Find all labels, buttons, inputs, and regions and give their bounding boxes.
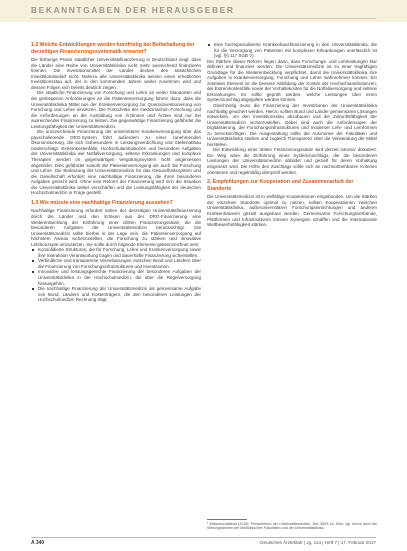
paragraph: Die Stärken dieser Reform liegen darin, dass Forschungs- und Lehrleistungen klar definiert und finanziert werden. Die Universitätsmedizin ist zu einer tragfähigen Grundlage für die Weiterentwicklung verpflichtet, damit die Universitätsklinika ihre Aufgaben in Krankenversorgung, Forschung und Lehre wahrnehmen können. Ein zentrales Element ist die bessere Abbildung der Kosten der Hochschulambulanzen, der Extremkostenfälle sowie der Vorhaltekosten für die Notfallversorgung und seltene Erkrankungen. Es sollte geprüft werden, welche Leistungen über einen Systemzuschlag abgegolten werden können. [207,58,377,103]
paragraph: Gleichzeitig muss die Finanzierung der Investitionen der Universitätsklinika nachhaltig gesichert werden. Hierzu sollten Bund und Länder gemeinsame Lösungen entwickeln, um den Investitionsstau abzubauen und die Zukunftsfähigkeit der Universitätsmedizin sicherzustellen. Dabei sind auch die Anforderungen der Digitalisierung, der Forschungsinfrastrukturen und moderner Lehr- und Lernformen zu berücksichtigen. Die Ausgestaltung sollte die Autonomie der Fakultäten und Universitätsklinika stärken und zugleich Transparenz über die Verwendung der Mittel herstellen. [207,103,377,147]
list-item: Innovative und leistungsgerechte Finanzierung der besonderen Aufgaben der Universitätsklinika in der Hochschulmedizin, die über die Regelversorgung hinausgehen. [38,269,201,286]
heading-1-2: 1.2 Welche Entwicklungen werden kurzfristig bei Beibehaltung der derzeitigen Finanzierungssystematik erwartet? [31,42,195,55]
footnote: ¹ Wissenschaftsrat (2016): Perspektiven der Universitätsmedizin, Drs. 5663-16, Köln; vgl. hierzu auch die Stellungnahmen der Medizinischen Fakultäten und der Universitätsklinika. [207,522,377,531]
page-header [0,0,407,22]
left-column [31,42,201,303]
paragraph: Die bisherige Praxis staatlicher Universitätsfinanzierung in Deutschland zeigt, dass die Länder eine Reihe von Universitätsklinika nicht mehr ausreichend finanzieren können. Die Investitionsmittel der Länder decken den tatsächlichen Investitionsbedarf nicht. Nahezu alle Universitätsklinika weisen einen erheblichen Investitionsstau auf, der in den kommenden Jahren weiter zunehmen wird und dessen Folgen sich bereits deutlich zeigen. [31,57,201,90]
paragraph: Die Universitätsmedizin ist in vielfältige Kooperationen eingebunden. Um die Stärken der einzelnen Standorte optimal zu nutzen, sollten Kooperationen zwischen Universitätsklinika, außeruniversitären Forschungseinrichtungen und anderen Krankenhäusern gezielt ausgebaut werden. Gemeinsame Forschungsverbünde, Plattformen und Infrastrukturen können Synergien schaffen und die internationale Wettbewerbsfähigkeit stärken. [207,194,377,228]
bullet-list [207,42,377,59]
list-item: Die nachhaltige Finanzierung der Universitätsmedizin als gemeinsame Aufgabe von Bund, Ländern und Kostenträgern, die den besonderen Leistungen der Hochschulmedizin Rechnung trägt. [38,286,201,303]
header-divider [31,18,376,19]
right-column [207,42,377,228]
list-item: Verbindliche und transparente Vereinbarungen zwischen Bund und Ländern über die Finanzierung von Forschungsinfrastrukturen und Investitionen. [38,258,201,269]
journal-citation: Deutsches Ärzteblatt | Jg. 114 | Heft 7 | 17. Februar 2017 [260,540,376,545]
section-title: BEKANNTGABEN DER HERAUSGEBER [31,5,235,15]
paragraph: Die Entwicklung einer dritten Finanzierungssäule wird derzeit intensiv diskutiert. Ein Weg wäre die Einführung eines Systemzuschlags, der die besonderen Leistungen der Universitätsmedizin abbildet und gezielt für deren Vorhaltung eingesetzt wird. Die Höhe des Zuschlags sollte sich an nachvollziehbaren Kriterien orientieren und regelmäßig überprüft werden. [207,147,377,175]
paragraph: Nachhaltige Finanzierung erfordert neben der derzeitigen Universitätsfinanzierung durch die Länder und den Erlösen aus der DRG-Finanzierung eine Weiterentwicklung der Einführung einer dritten Finanzierungssäule, die die besonderen Aufgaben der Universitätsmedizin berücksichtigt. Die Universitätsmedizin sollte hierbei in der Lage sein, die Patientenversorgung auf höchstem Niveau sicherzustellen, die Forschung zu stärken und innovative Lehrkonzepte umzusetzen. Sie sollte durch folgende Elemente gekennzeichnet sein: [31,208,201,247]
paragraph: Die staatliche Finanzierung von Forschung und Lehre an vielen Standorten und die gestiegenen Anforderungen an die Patientenversorgung führen dazu, dass die Universitätsklinika Mittel aus der Krankenversorgung zur Quersubventionierung von Forschung und Lehre einsetzen. Die Fortschritte der medizinischen Forschung und die Anforderungen an die Ausbildung von Ärztinnen und Ärzten sind nur bei ausreichender Finanzierung zu leisten. Die gegenwärtige Finanzierung gefährdet die Leistungsfähigkeit der Universitätsmedizin. [31,90,201,129]
footnote-divider [207,519,247,520]
heading-2: 2. Empfehlungen zur Kooperation und Zusammenarbeit der Standorte [207,179,354,192]
footer-divider [31,537,376,538]
paragraph: Die unzureichende Finanzierung der universitären Krankenversorgung über das pauschalierende DRG-System führt außerdem zu einer zunehmenden Ökonomisierung, die sich insbesondere in Leistungsverdichtung und Stellenabbau niederschlägt. Extremkostenfälle, Hochschulambulanzen und besondere Aufgaben der Universitätsklinika wie Notfallversorgung, seltene Erkrankungen und komplexe Therapien werden im gegenwärtigen Vergütungssystem nicht angemessen abgebildet. Dies gefährdet sowohl die Patientenversorgung als auch die Forschung und Lehre. Die Bedeutung der Universitätsmedizin für das Gesundheitssystem und die Gesellschaft erfordert eine nachhaltige Finanzierung, die ihren besonderen Aufgaben gerecht wird. Ohne eine Reform der Finanzierung wird sich die Situation der Universitätsklinika weiter verschärfen und die Leistungsfähigkeit der deutschen Hochschulmedizin in Frage gestellt. [31,129,201,196]
heading-1-3: 1.3 Wie müsste eine nachhaltige Finanzierung aussehen? [31,199,173,206]
page-number: A 340 [31,540,45,546]
list-item: Eine hochspezialisierte Krankenhausfinanzierung in den Universitätsklinika, die für die Versorgung von Patienten mit komplexen Erkrankungen unerlässlich ist (vgl. §§ 117 SGB V). [214,42,377,59]
list-item: Konsolidierte Strukturen, die für Forschung, Lehre und Krankenversorgung sowie ihre Interaktion Verantwortung tragen und dauerhafte Finanzierung sicherstellen. [38,247,201,258]
bullet-list [31,247,201,302]
